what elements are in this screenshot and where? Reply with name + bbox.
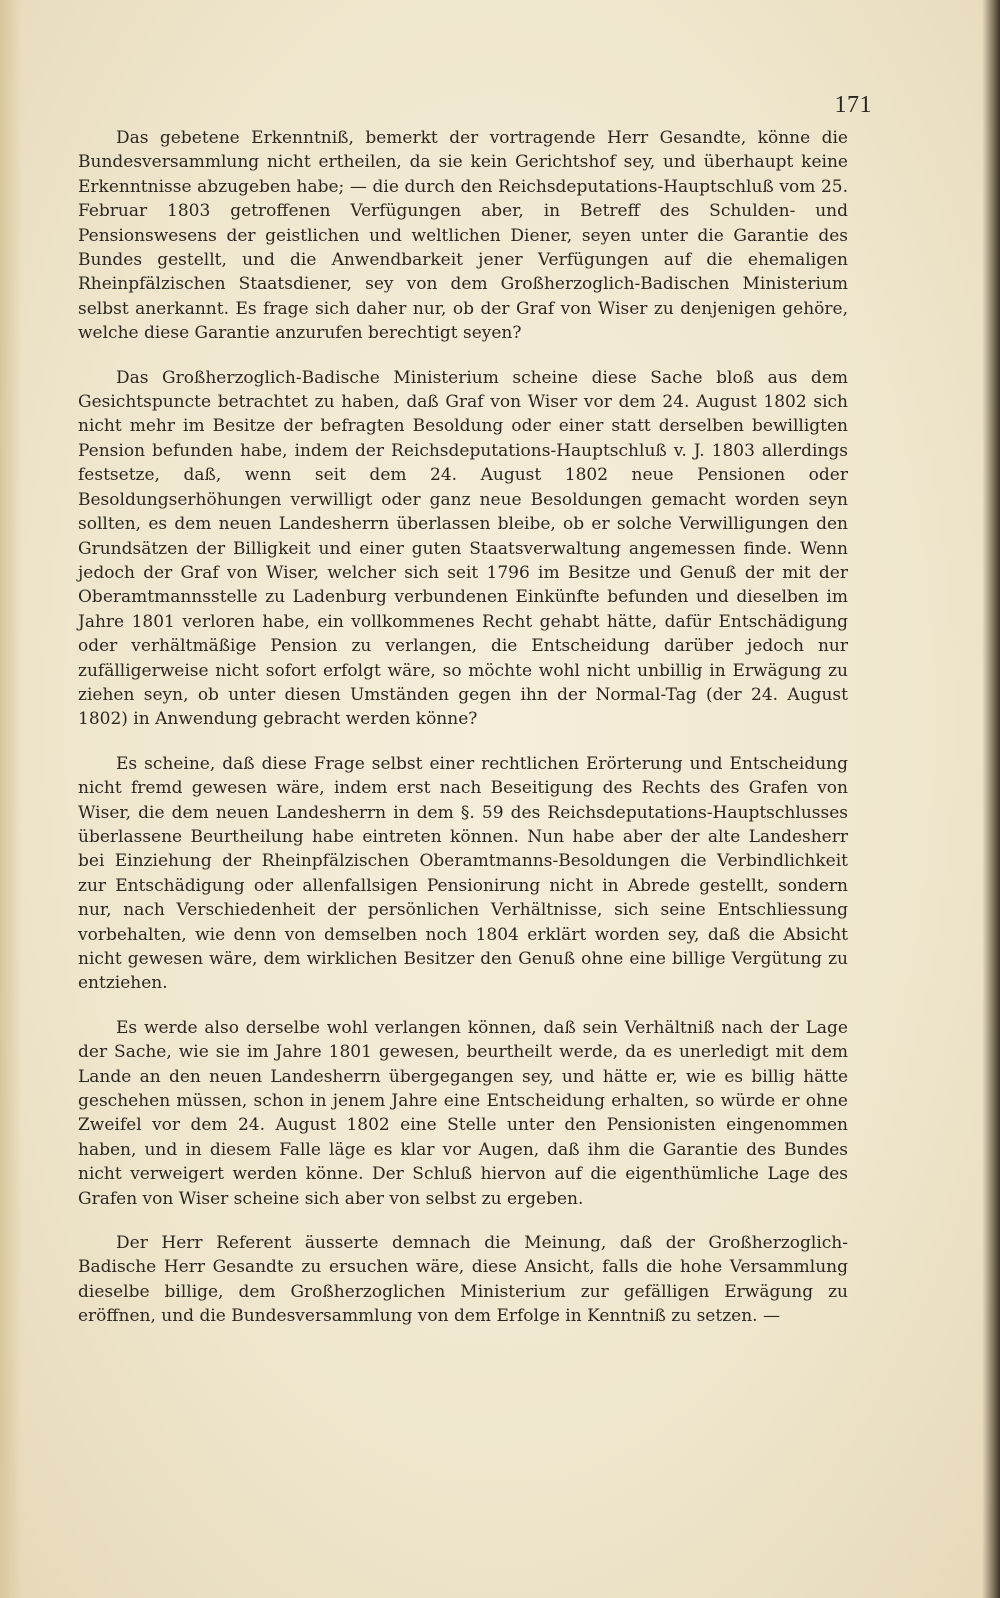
page-edge-shadow	[982, 0, 1000, 1598]
body-text	[78, 126, 848, 1347]
paragraph-1: Das gebetene Erkenntniß, bemerkt der vortragende Herr Gesandte, könne die Bundesversammlung nicht ertheilen, da sie kein Gerichtshof sey, und überhaupt keine Erkenntnisse abzugeben habe; — die durch den Reichsdeputations-Hauptschluß vom 25. Februar 1803 getroffenen Verfügungen aber, in Betreff des Schulden- und Pensionswesens der geistlichen und weltlichen Diener, seyen unter die Garantie des Bundes gestellt, und die Anwendbarkeit jener Verfügungen auf die ehemaligen Rheinpfälzischen Staatsdiener, sey von dem Großherzoglich-Badischen Ministerium selbst anerkannt. Es frage sich daher nur, ob der Graf von Wiser zu denjenigen gehöre, welche diese Garantie anzurufen berechtigt seyen?	[78, 128, 848, 344]
paragraph-2: Das Großherzoglich-Badische Ministerium scheine diese Sache bloß aus dem Gesichtspuncte betrachtet zu haben, daß Graf von Wiser vor dem 24. August 1802 sich nicht mehr im Besitze der befragten Besoldung oder einer statt derselben bewilligten Pension befunden habe, indem der Reichsdeputations-Hauptschluß v. J. 1803 allerdings festsetze, daß, wenn seit dem 24. August 1802 neue Pensionen oder Besoldungserhöhungen verwilligt oder ganz neue Besoldungen gemacht worden seyn sollten, es dem neuen Landesherrn überlassen bleibe, ob er solche Verwilligungen den Grundsätzen der Billigkeit und einer guten Staatsverwaltung angemessen finde. Wenn jedoch der Graf von Wiser, welcher sich seit 1796 im Besitze und Genuß der mit der Oberamtmannsstelle zu Ladenburg verbundenen Einkünfte befunden und dieselben im Jahre 1801 verloren habe, ein vollkommenes Recht gehabt hätte, dafür Entschädigung oder verhältmäßige Pension zu verlangen, die Entscheidung darüber jedoch nur zufälligerweise nicht sofort erfolgt wäre, so möchte wohl nicht unbillig in Erwägung zu ziehen seyn, ob unter diesen Umständen gegen ihn der Normal-Tag (der 24. August 1802) in Anwendung gebracht werden könne?	[78, 367, 848, 730]
page-number: 171	[834, 92, 872, 118]
paragraph-4: Es werde also derselbe wohl verlangen können, daß sein Verhältniß nach der Lage der Sache, wie sie im Jahre 1801 gewesen, beurtheilt werde, da es unerledigt mit dem Lande an den neuen Landesherrn übergegangen sey, und hätte er, wie es billig hätte geschehen müssen, schon in jenem Jahre eine Entscheidung erhalten, so würde er ohne Zweifel vor dem 24. August 1802 eine Stelle unter den Pensionisten eingenommen haben, und in diesem Falle läge es klar vor Augen, daß ihm die Garantie des Bundes nicht verweigert werden könne. Der Schluß hiervon auf die eigenthümliche Lage des Grafen von Wiser scheine sich aber von selbst zu ergeben.	[78, 1017, 848, 1209]
paragraph-3: Es scheine, daß diese Frage selbst einer rechtlichen Erörterung und Entscheidung nicht fremd gewesen wäre, indem erst nach Beseitigung des Rechts des Grafen von Wiser, die dem neuen Landesherrn in dem §. 59 des Reichsdeputations-Hauptschlusses überlassene Beurtheilung habe eintreten können. Nun habe aber der alte Landesherr bei Einziehung der Rheinpfälzischen Oberamtmanns-Besoldungen die Verbindlichkeit zur Entschädigung oder allenfallsigen Pensionirung nicht in Abrede gestellt, sondern nur, nach Verschiedenheit der persönlichen Verhältnisse, sich seine Entschliessung vorbehalten, wie denn von demselben noch 1804 erklärt worden sey, daß die Absicht nicht gewesen wäre, dem wirklichen Besitzer den Genuß ohne eine billige Vergütung zu entziehen.	[78, 753, 848, 994]
page-gutter-shadow	[0, 0, 22, 1598]
paragraph-5: Der Herr Referent äusserte demnach die Meinung, daß der Großherzoglich-Badische Herr Gesandte zu ersuchen wäre, diese Ansicht, falls die hohe Versammlung dieselbe billige, dem Großherzoglichen Ministerium zur gefälligen Erwägung zu eröffnen, und die Bundesversammlung von dem Erfolge in Kenntniß zu setzen. —	[78, 1233, 848, 1327]
